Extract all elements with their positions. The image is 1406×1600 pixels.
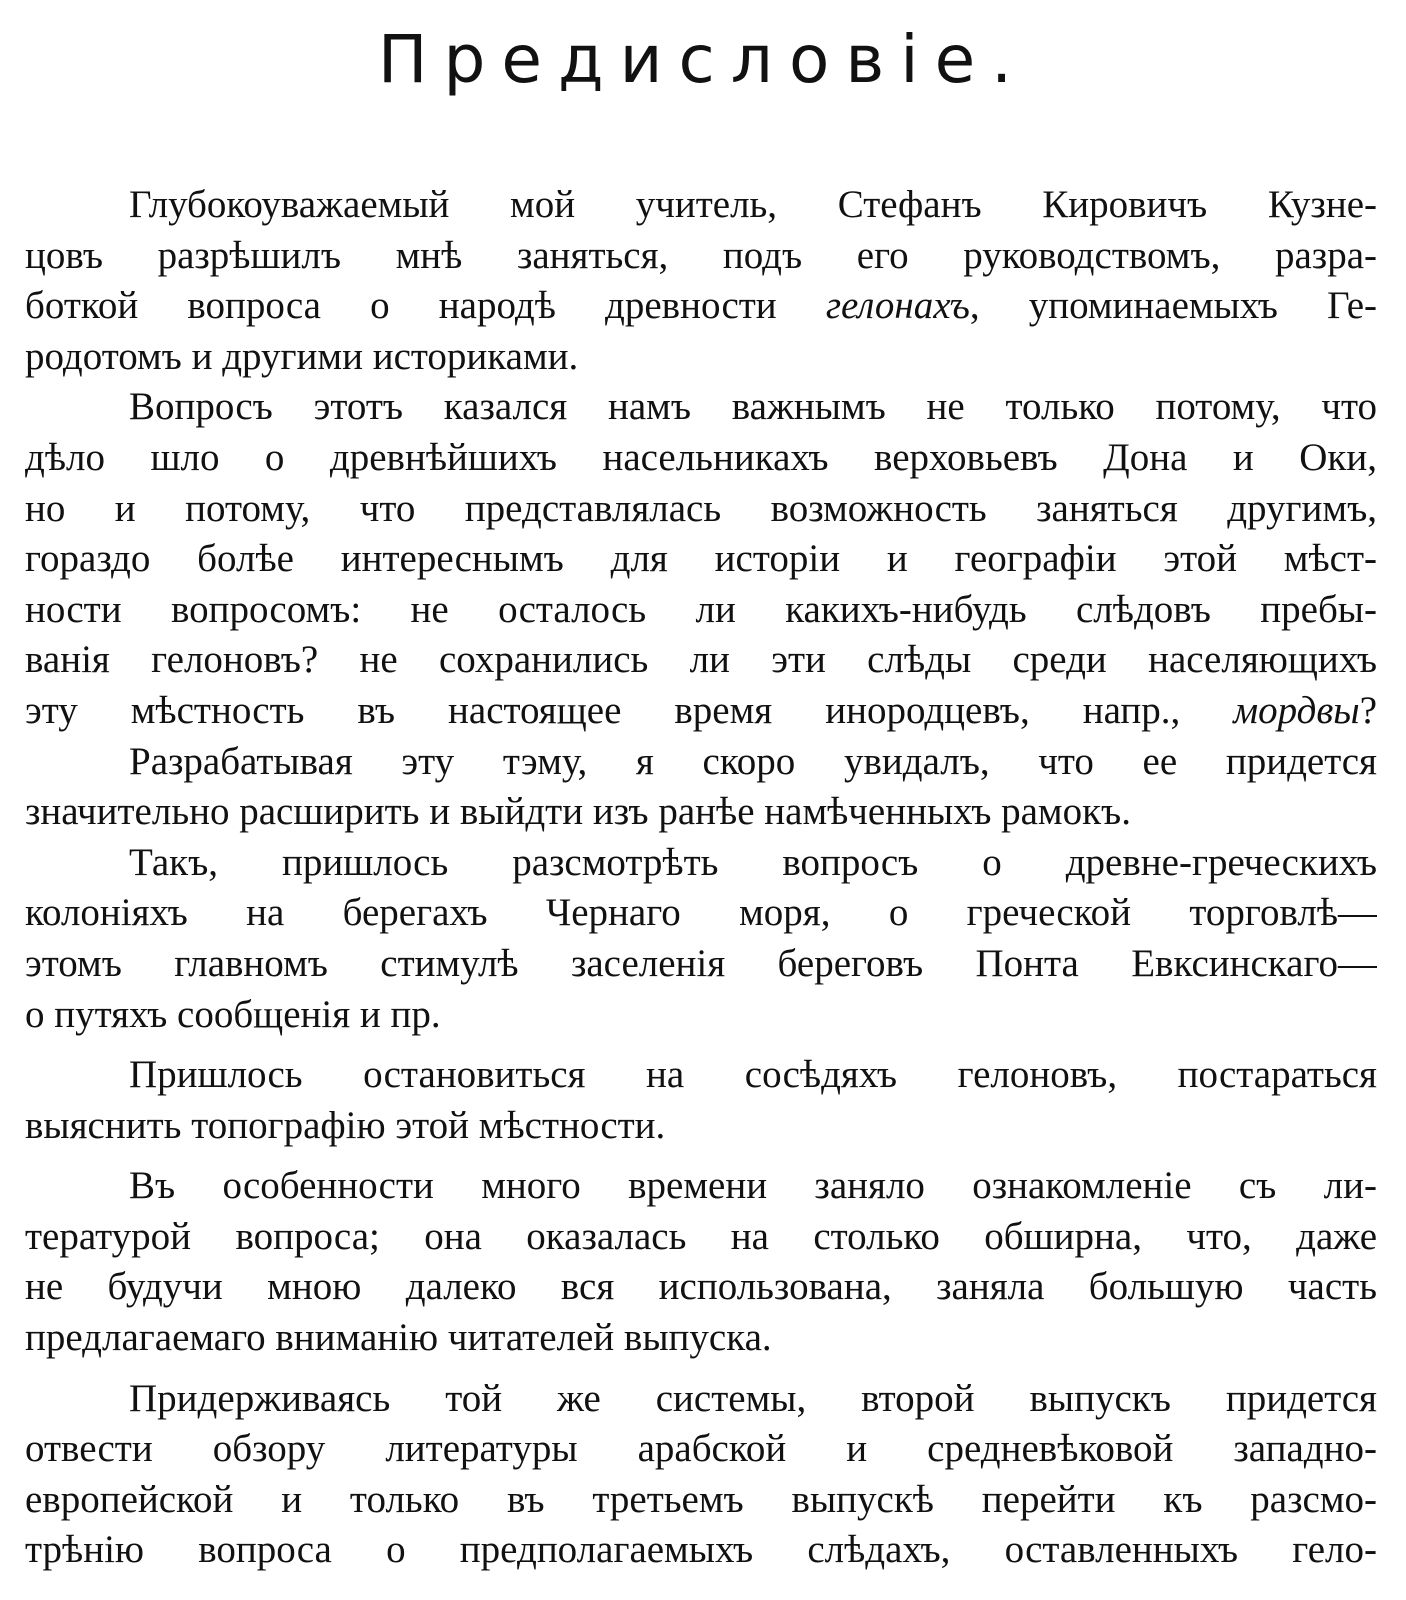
text-line	[25, 433, 1377, 484]
text-run: боткой вопроса о народѣ древности	[25, 284, 826, 328]
text-line	[25, 1212, 1377, 1263]
text-run: о путяхъ сообщенія и пр.	[25, 992, 441, 1036]
text-run: ности вопросомъ: не осталось ли какихъ-нибудь слѣдовъ пребы-	[25, 587, 1377, 631]
text-run: Пришлось остановиться на сосѣдяхъ гелоновъ, постараться	[129, 1053, 1377, 1097]
text-run: ?	[1359, 688, 1377, 732]
text-line	[25, 231, 1377, 282]
text-run: не будучи мною далеко вся использована, заняла большую часть	[25, 1265, 1377, 1309]
text-run: европейской и только въ третьемъ выпускѣ перейти къ разсмо-	[25, 1477, 1377, 1521]
paragraph-gap	[25, 1364, 1377, 1374]
text-run: дѣло шло о древнѣйшихъ насельникахъ верховьевъ Дона и Оки,	[25, 435, 1377, 479]
text-run: Вопросъ этотъ казался намъ важнымъ не только потому, что	[129, 385, 1377, 429]
text-run: тературой вопроса; она оказалась на столько обширна, что, даже	[25, 1214, 1377, 1258]
text-run: Глубокоуважаемый мой учитель, Стефанъ Кировичъ Кузне-	[129, 183, 1377, 226]
text-line	[25, 180, 1377, 231]
text-run: ванія гелоновъ? не сохранились ли эти слѣды среди населяющихъ	[25, 638, 1377, 682]
text-run: Разрабатывая эту тэму, я скоро увидалъ, что ее придется	[129, 739, 1377, 783]
paragraph	[25, 838, 1377, 1040]
text-line	[25, 1525, 1377, 1576]
paragraph	[25, 1050, 1377, 1151]
text-run: родотомъ и другими историками.	[25, 334, 579, 378]
text-line	[25, 1161, 1377, 1212]
text-line	[25, 281, 1377, 332]
text-line	[25, 1313, 1377, 1364]
text-line	[25, 1262, 1377, 1313]
text-line	[25, 990, 1377, 1041]
text-run: выяснить топографію этой мѣстности.	[25, 1103, 666, 1147]
text-run: колоніяхъ на берегахъ Чернаго моря, о греческой торговлѣ—	[25, 891, 1377, 935]
text-line	[25, 332, 1377, 383]
text-line	[25, 939, 1377, 990]
text-run: Въ особенности много времени заняло ознакомленіе съ ли-	[129, 1164, 1377, 1208]
text-line	[25, 888, 1377, 939]
paragraph	[25, 382, 1377, 736]
text-run: гораздо болѣе интереснымъ для исторіи и географіи этой мѣст-	[25, 537, 1377, 581]
italic-term: мордвы	[1233, 688, 1360, 732]
text-run: цовъ разрѣшилъ мнѣ заняться, подъ его руководствомъ, разра-	[25, 233, 1377, 277]
text-line	[25, 686, 1377, 737]
paragraph	[25, 737, 1377, 838]
text-run: но и потому, что представлялась возможность заняться другимъ,	[25, 486, 1377, 530]
italic-term: гелонахъ	[825, 284, 970, 328]
preface-body	[25, 180, 1377, 1576]
paragraph-gap	[25, 1040, 1377, 1050]
text-line	[25, 1101, 1377, 1152]
paragraph	[25, 180, 1377, 382]
text-run: значительно расширить и выйдти изъ ранѣе намѣченныхъ рамокъ.	[25, 790, 1131, 834]
text-run: Придерживаясь той же системы, второй выпускъ придется	[129, 1376, 1377, 1420]
paragraph	[25, 1161, 1377, 1363]
text-line	[25, 484, 1377, 535]
text-line	[25, 585, 1377, 636]
paragraph-gap	[25, 1151, 1377, 1161]
text-run: эту мѣстность въ настоящее время инородцевъ, напр.,	[25, 688, 1234, 732]
text-line	[25, 1424, 1377, 1475]
text-run: , упоминаемыхъ Ге-	[969, 284, 1377, 328]
text-line	[25, 737, 1377, 788]
text-line	[25, 1374, 1377, 1425]
text-run: отвести обзору литературы арабской и средневѣковой западно-	[25, 1427, 1377, 1471]
text-line	[25, 787, 1377, 838]
text-line	[25, 1475, 1377, 1526]
text-run: предлагаемаго вниманію читателей выпуска.	[25, 1316, 772, 1360]
text-line	[25, 1050, 1377, 1101]
text-run: Такъ, пришлось разсмотрѣть вопросъ о древне-греческихъ	[129, 840, 1377, 884]
text-run: этомъ главномъ стимулѣ заселенія береговъ Понта Евксинскаго—	[25, 941, 1377, 985]
text-line	[25, 838, 1377, 889]
page-title: Предисловіе.	[377, 21, 1029, 98]
text-run: трѣнію вопроса о предполагаемыхъ слѣдахъ, оставленныхъ гело-	[25, 1528, 1377, 1572]
text-line	[25, 534, 1377, 585]
paragraph	[25, 1374, 1377, 1576]
text-line	[25, 635, 1377, 686]
text-line	[25, 382, 1377, 433]
